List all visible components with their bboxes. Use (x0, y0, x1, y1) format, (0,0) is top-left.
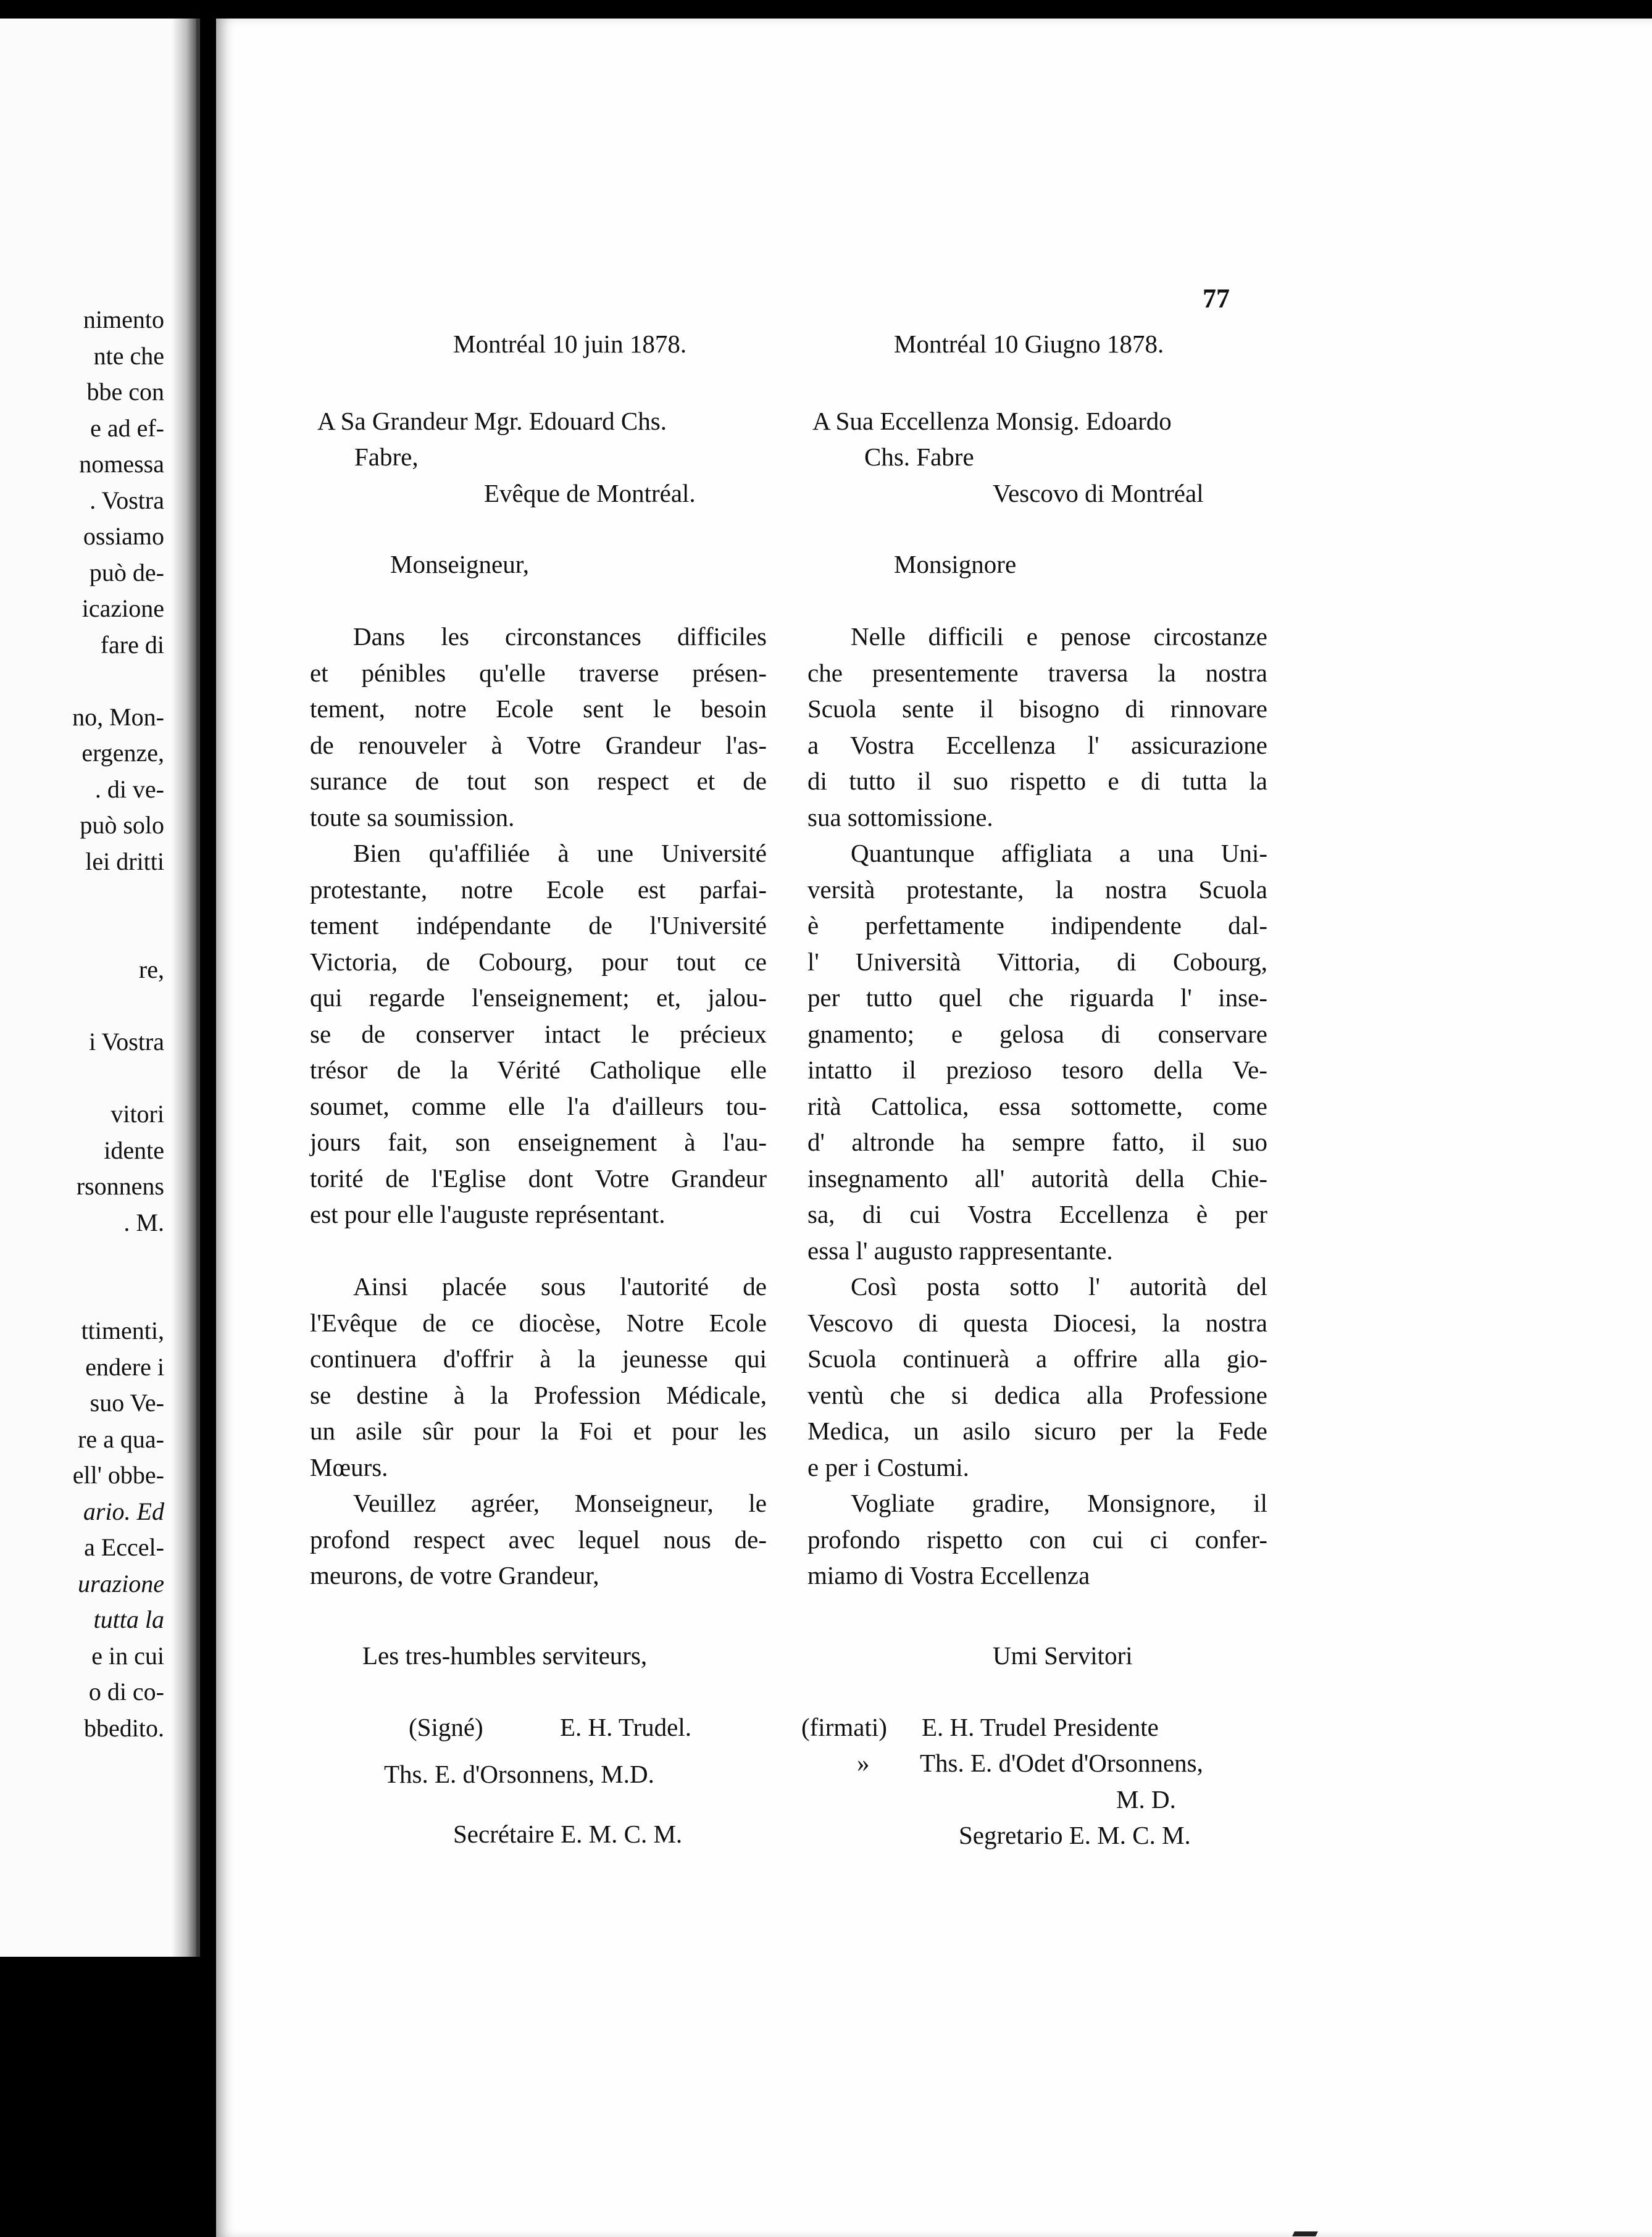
french-body-line: tement, notre Ecole sent le besoin (310, 694, 767, 723)
facing-page-line: bbedito. (84, 1714, 164, 1742)
french-body-line: et pénibles qu'elle traverse présen- (310, 658, 767, 687)
italian-body-line: di tutto il suo rispetto e di tutta la (807, 767, 1267, 795)
italian-signer-2: Ths. E. d'Odet d'Orsonnens, (920, 1749, 1203, 1777)
italian-body-line: versità protestante, la nostra Scuola (807, 875, 1267, 904)
facing-page-line: ttimenti, (81, 1317, 164, 1344)
facing-page-line: re a qua- (78, 1425, 164, 1453)
french-body-line: se de conserver intact le précieux (310, 1019, 767, 1048)
facing-page-line: suo Ve- (90, 1389, 164, 1417)
french-body-line: torité de l'Eglise dont Votre Grandeur (310, 1164, 767, 1193)
french-body-line: se destine à la Profession Médicale, (310, 1380, 767, 1409)
italian-body-line: Vescovo di questa Diocesi, la nostra (807, 1308, 1267, 1337)
french-body-line: un asile sûr pour la Foi et pour les (310, 1417, 767, 1445)
italian-body-line: rità Cattolica, essa sottomette, come (807, 1091, 1267, 1120)
italian-address-line-3: Vescovo di Montréal (993, 479, 1204, 507)
document-page (216, 19, 1652, 2237)
italian-body-line: a Vostra Eccellenza l' assicurazione (807, 730, 1267, 759)
facing-page-line: può solo (80, 811, 164, 839)
facing-page-line: o di co- (88, 1678, 164, 1706)
french-body-line: Mœurs. (310, 1452, 388, 1481)
facing-page-line: nte che (93, 341, 164, 370)
facing-page-line: . M. (123, 1208, 164, 1236)
facing-page-line: urazione (78, 1569, 164, 1598)
facing-page-line: nimento (83, 306, 164, 333)
italian-body-line: Quantunque affigliata a una Uni- (851, 839, 1267, 867)
french-body-line: de renouveler à Votre Grandeur l'as- (310, 730, 767, 759)
italian-body-line: sua sottomissione. (807, 802, 993, 831)
facing-page-line: no, Mon- (72, 702, 164, 731)
french-address-line-1: A Sa Grandeur Mgr. Edouard Chs. (317, 407, 667, 435)
italian-salutation: Monsignore (894, 550, 1017, 578)
french-date: Montréal 10 juin 1878. (453, 330, 687, 358)
italian-signer-2-degree: M. D. (1116, 1785, 1176, 1814)
facing-page-line: rsonnens (76, 1172, 164, 1200)
italian-body-line: Nelle difficili e penose circostanze (851, 622, 1267, 651)
french-secretary: Secrétaire E. M. C. M. (453, 1820, 683, 1848)
french-body-line: toute sa soumission. (310, 802, 515, 831)
facing-page-line: vitori (111, 1100, 164, 1128)
italian-body-line: Medica, un asilo sicuro per la Fede (807, 1417, 1267, 1445)
facing-page-line: e in cui (91, 1641, 164, 1670)
page-number: 77 (1203, 283, 1230, 314)
french-body-line: Veuillez agréer, Monseigneur, le (353, 1489, 767, 1517)
italian-address-line-2: Chs. Fabre (864, 443, 974, 471)
facing-page-line: idente (104, 1136, 164, 1164)
french-body-line: profond respect avec lequel nous de- (310, 1525, 767, 1554)
italian-body-line: Scuola continuerà a offrire alla gio- (807, 1344, 1267, 1373)
facing-page-line: ossiamo (83, 522, 164, 550)
french-body-line: tement indépendante de l'Université (310, 911, 767, 939)
italian-body-line: miamo di Vostra Eccellenza (807, 1561, 1090, 1589)
french-body-line: Dans les circonstances difficiles (353, 622, 767, 651)
french-body-line: Ainsi placée sous l'autorité de (353, 1272, 767, 1301)
italian-signed-label: (firmati) (801, 1713, 887, 1741)
french-closing: Les tres-humbles serviteurs, (362, 1641, 648, 1670)
facing-page-line: re, (138, 956, 164, 983)
french-body-line: continuera d'offrir à la jeunesse qui (310, 1344, 767, 1373)
scan-mark (1292, 2231, 1318, 2236)
italian-body-line: d' altronde ha sempre fatto, il suo (807, 1128, 1267, 1156)
facing-page-line: icazione (81, 594, 164, 622)
facing-page-line: ell' obbe- (72, 1461, 164, 1489)
italian-closing: Umi Servitori (993, 1641, 1133, 1670)
facing-page-line: può de- (89, 558, 164, 586)
french-body-line: qui regarde l'enseignement; et, jalou- (310, 983, 767, 1012)
italian-body-line: e per i Costumi. (807, 1452, 969, 1481)
italian-date: Montréal 10 Giugno 1878. (894, 330, 1164, 358)
french-body-line: Bien qu'affiliée à une Université (353, 839, 767, 867)
french-signed-label: (Signé) (409, 1713, 483, 1741)
italian-body-line: profondo rispetto con cui ci confer- (807, 1525, 1267, 1554)
french-body-line: soumet, comme elle l'a d'ailleurs tou- (310, 1091, 767, 1120)
facing-page-line: bbe con (86, 378, 164, 406)
french-signer-2: Ths. E. d'Orsonnens, M.D. (384, 1760, 654, 1788)
facing-page-line: e ad ef- (90, 414, 164, 442)
french-body-line: meurons, de votre Grandeur, (310, 1561, 599, 1589)
italian-body-line: Così posta sotto l' autorità del (851, 1272, 1267, 1301)
facing-page-fragment (0, 19, 200, 1957)
facing-page-line: tutta la (93, 1606, 164, 1633)
italian-body-line: intatto il prezioso tesoro della Ve- (807, 1056, 1267, 1084)
italian-body-line: insegnamento all' autorità della Chie- (807, 1164, 1267, 1193)
facing-page-line: lei dritti (85, 847, 164, 875)
facing-page-line: . di ve- (94, 775, 164, 803)
italian-body-line: sa, di cui Vostra Eccellenza è per (807, 1200, 1267, 1228)
italian-body-line: gnamento; e gelosa di conservare (807, 1019, 1267, 1048)
french-body-line: trésor de la Vérité Catholique elle (310, 1056, 767, 1084)
facing-page-line: endere i (85, 1352, 164, 1381)
french-address-line-2: Fabre, (354, 443, 419, 471)
facing-page-line: i Vostra (89, 1028, 164, 1056)
french-body-line: protestante, notre Ecole est parfai- (310, 875, 767, 904)
book-spine-shadow (172, 19, 196, 1957)
facing-page-line: a Eccel- (84, 1533, 164, 1561)
italian-body-line: essa l' augusto rappresentante. (807, 1236, 1113, 1265)
italian-ditto-mark: » (857, 1749, 870, 1777)
italian-signer-1: E. H. Trudel Presidente (922, 1713, 1159, 1741)
facing-page-line: . Vostra (90, 486, 164, 514)
italian-body-line: Scuola sente il bisogno di rinnovare (807, 694, 1267, 723)
italian-body-line: Vogliate gradire, Monsignore, il (851, 1489, 1267, 1517)
french-body-line: Victoria, de Cobourg, pour tout ce (310, 947, 767, 976)
french-signer-1: E. H. Trudel. (560, 1713, 692, 1741)
italian-body-line: l' Università Vittoria, di Cobourg, (807, 947, 1267, 976)
italian-address-line-1: A Sua Eccellenza Monsig. Edoardo (812, 407, 1172, 435)
french-body-line: est pour elle l'auguste représentant. (310, 1200, 665, 1228)
facing-page-line: ario. Ed (83, 1497, 164, 1525)
facing-page-line: ergenze, (81, 739, 164, 767)
italian-secretary: Segretario E. M. C. M. (959, 1821, 1191, 1849)
french-body-line: jours fait, son enseignement à l'au- (310, 1128, 767, 1156)
italian-body-line: ventù che si dedica alla Professione (807, 1380, 1267, 1409)
italian-body-line: che presentemente traversa la nostra (807, 658, 1267, 687)
facing-page-line: fare di (100, 630, 164, 659)
french-body-line: l'Evêque de ce diocèse, Notre Ecole (310, 1308, 767, 1337)
facing-page-line: nomessa (79, 450, 164, 478)
italian-body-line: per tutto quel che riguarda l' inse- (807, 983, 1267, 1012)
italian-body-line: è perfettamente indipendente dal- (807, 911, 1267, 939)
french-body-line: surance de tout son respect et de (310, 767, 767, 795)
french-salutation: Monseigneur, (390, 550, 529, 578)
french-address-line-3: Evêque de Montréal. (484, 479, 696, 507)
